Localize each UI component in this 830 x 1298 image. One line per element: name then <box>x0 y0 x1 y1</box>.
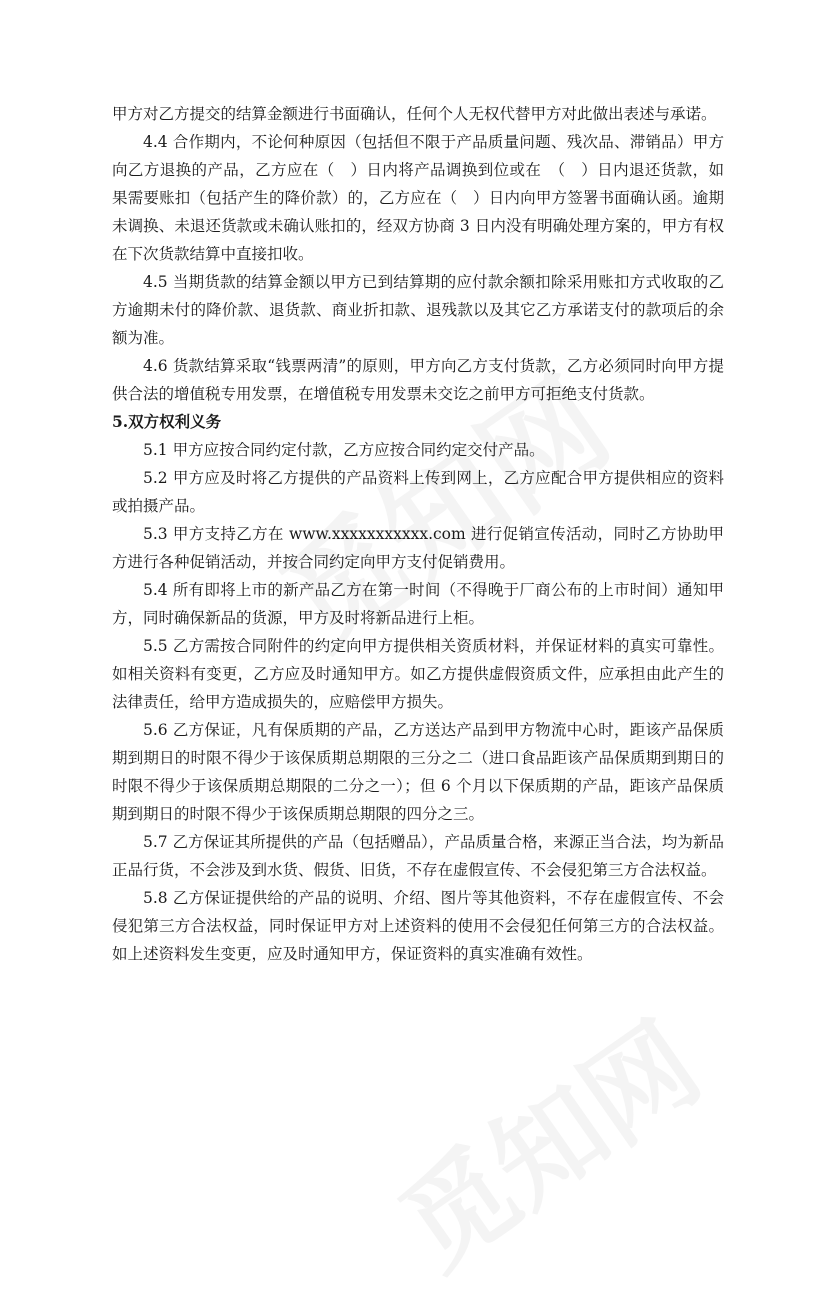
paragraph-5-7: 5.7 乙方保证其所提供的产品（包括赠品），产品质量合格，来源正当合法，均为新品正品行货，不会涉及到水货、假货、旧货，不存在虚假宣传、不会侵犯第三方合法权益。 <box>112 833 724 879</box>
document-body <box>112 100 724 968</box>
paragraph-5-2: 5.2 甲方应及时将乙方提供的产品资料上传到网上，乙方应配合甲方提供相应的资料或拍摄产品。 <box>112 469 724 515</box>
paragraph-5-1: 5.1 甲方应按合同约定付款，乙方应按合同约定交付产品。 <box>143 441 545 459</box>
paragraph-4-4: 4.4 合作期内，不论何种原因（包括但不限于产品质量问题、残次品、滞销品）甲方向乙方退换的产品，乙方应在（ ）日内将产品调换到位或在 （ ）日内退还货款，如果需要账扣（包括产生的降价款）的，乙方应在（ ）日内向甲方签署书面确认函。逾期未调换、未退还货款或未确认账扣的，经双方协商 3 日内没有明确处理方案的，甲方有权在下次货款结算中直接扣收。 <box>112 133 724 263</box>
watermark-text-bottom <box>365 980 726 1298</box>
paragraph-4-5: 4.5 当期货款的结算金额以甲方已到结算期的应付款余额扣除采用账扣方式收取的乙方逾期未付的降价款、退货款、商业折扣款、退残款以及其它乙方承诺支付的款项后的余额为准。 <box>112 273 724 347</box>
paragraph-5-5: 5.5 乙方需按合同附件的约定向甲方提供相关资质材料，并保证材料的真实可靠性。如相关资料有变更，乙方应及时通知甲方。如乙方提供虚假资质文件，应承担由此产生的法律责任，给甲方造成损失的，应赔偿甲方损失。 <box>112 637 724 711</box>
paragraph-5-3: 5.3 甲方支持乙方在 www.xxxxxxxxxxx.com 进行促销宣传活动，同时乙方协助甲方进行各种促销活动，并按合同约定向甲方支付促销费用。 <box>112 525 724 571</box>
paragraph-5-6: 5.6 乙方保证，凡有保质期的产品，乙方送达产品到甲方物流中心时，距该产品保质期到期日的时限不得少于该保质期总期限的三分之二（进口食品距该产品保质期到期日的时限不得少于该保质期总期限的二分之一）；但 6 个月以下保质期的产品，距该产品保质期到期日的时限不得少于该保质期总期限的四分之三。 <box>112 721 724 823</box>
paragraph-5-4: 5.4 所有即将上市的新产品乙方在第一时间（不得晚于厂商公布的上市时间）通知甲方，同时确保新品的货源，甲方及时将新品进行上柜。 <box>112 581 724 627</box>
paragraph-4-6: 4.6 货款结算采取“钱票两清”的原则，甲方向乙方支付货款，乙方必须同时向甲方提供合法的增值税专用发票，在增值税专用发票未交讫之前甲方可拒绝支付货款。 <box>112 357 724 403</box>
paragraph-settlement-confirmation: 甲方对乙方提交的结算金额进行书面确认，任何个人无权代替甲方对此做出表述与承诺。 <box>112 105 717 123</box>
section-heading-5: 5.双方权利义务 <box>112 412 222 431</box>
paragraph-5-8: 5.8 乙方保证提供给的产品的说明、介绍、图片等其他资料，不存在虚假宣传、不会侵犯第三方合法权益，同时保证甲方对上述资料的使用不会侵犯任何第三方的合法权益。如上述资料发生变更，应及时通知甲方，保证资料的真实准确有效性。 <box>112 889 724 963</box>
